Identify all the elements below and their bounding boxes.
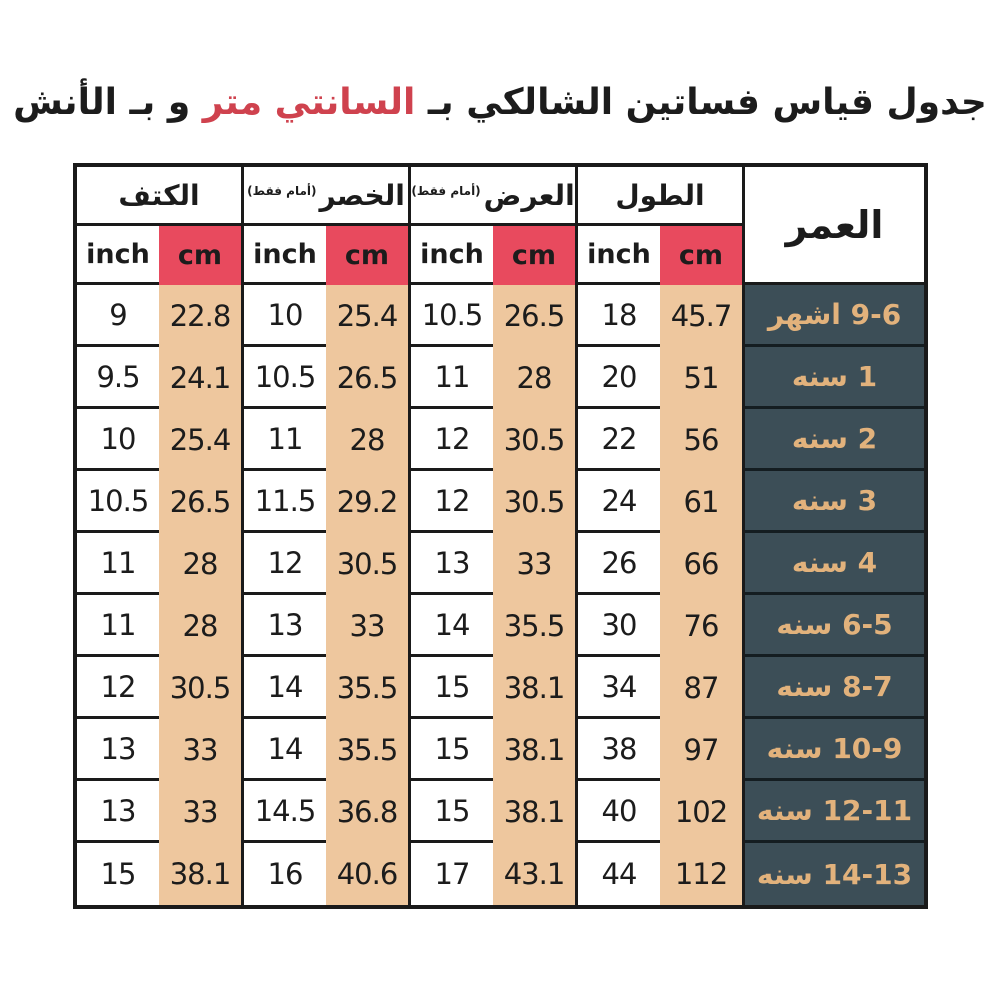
measurement-cell: 14 xyxy=(244,719,326,781)
measurement-cell: 34 xyxy=(578,657,660,719)
measurement-cell: 28 xyxy=(349,423,385,457)
measurement-cell: 45.7 xyxy=(670,299,732,333)
measurement-cell: 30 xyxy=(578,595,660,657)
measurement-cell: 28 xyxy=(182,547,218,581)
column-note-width: (أمام فقط) xyxy=(411,184,481,198)
measurement-cell: 10 xyxy=(77,409,159,471)
measurement-cell: 38.1 xyxy=(169,857,231,891)
measurement-cell: 35.5 xyxy=(336,733,398,767)
age-cell: 6-5 سنه xyxy=(745,595,924,657)
age-cell: 9-6 اشهر xyxy=(745,285,924,347)
column-label-width: العرض xyxy=(483,178,575,212)
measurement-cell: 11 xyxy=(77,595,159,657)
unit-header-cm: cm xyxy=(326,226,408,285)
age-cell: 14-13 سنه xyxy=(745,843,924,905)
measurement-cell: 35.5 xyxy=(503,609,565,643)
measurement-cell: 28 xyxy=(182,609,218,643)
measurement-cell: 29.2 xyxy=(336,485,398,519)
measurement-cell: 25.4 xyxy=(169,423,231,457)
measurement-cell: 33 xyxy=(182,733,218,767)
measurement-cell: 33 xyxy=(516,547,552,581)
column-waist-cm xyxy=(326,226,408,905)
column-width-inch xyxy=(411,226,493,905)
measurement-cell: 15 xyxy=(411,781,493,843)
age-cell: 10-9 سنه xyxy=(745,719,924,781)
age-cell: 3 سنه xyxy=(745,471,924,533)
measurement-cell: 12 xyxy=(77,657,159,719)
measurement-cell: 44 xyxy=(601,857,637,891)
measurement-cell: 33 xyxy=(349,609,385,643)
column-group-length xyxy=(578,167,745,905)
measurement-cell: 28 xyxy=(516,361,552,395)
measurement-cell: 56 xyxy=(683,423,719,457)
column-group-shoulder xyxy=(77,167,244,905)
measurement-cell: 13 xyxy=(77,781,159,843)
column-label-shoulder: الكتف xyxy=(118,178,200,212)
age-column-header: العمر xyxy=(745,167,924,285)
measurement-cell: 26.5 xyxy=(503,299,565,333)
measurement-cell: 22 xyxy=(578,409,660,471)
measurement-cell: 10.5 xyxy=(77,471,159,533)
age-cell: 2 سنه xyxy=(745,409,924,471)
measurement-cell: 11 xyxy=(244,409,326,471)
title-highlight: السانتي متر xyxy=(202,82,416,123)
measurement-cell: 38.1 xyxy=(503,671,565,705)
measurement-cell: 14.5 xyxy=(244,781,326,843)
unit-header-inch: inch xyxy=(578,226,660,285)
measurement-cell: 13 xyxy=(411,533,493,595)
measurement-cell: 38.1 xyxy=(503,795,565,829)
measurement-cell: 12 xyxy=(411,409,493,471)
unit-header-cm: cm xyxy=(660,226,742,285)
measurement-cell: 35.5 xyxy=(336,671,398,705)
measurement-cell: 30.5 xyxy=(503,423,565,457)
age-cell: 8-7 سنه xyxy=(745,657,924,719)
column-header-width xyxy=(411,167,575,226)
column-length-inch xyxy=(578,226,660,905)
measurement-cell: 97 xyxy=(683,733,719,767)
measurement-cell: 15 xyxy=(411,657,493,719)
measurement-cell: 9.5 xyxy=(77,347,159,409)
column-width-cm xyxy=(493,226,575,905)
measurement-cell: 30.5 xyxy=(503,485,565,519)
page-title xyxy=(0,82,1000,123)
unit-header-inch: inch xyxy=(411,226,493,285)
measurement-cell: 43.1 xyxy=(503,857,565,891)
measurement-cell: 26.5 xyxy=(336,361,398,395)
measurement-cell: 13 xyxy=(244,595,326,657)
measurement-cell: 76 xyxy=(683,609,719,643)
measurement-cell: 12 xyxy=(411,471,493,533)
measurement-cell: 40.6 xyxy=(336,857,398,891)
column-header-waist xyxy=(244,167,408,226)
age-cell: 12-11 سنه xyxy=(745,781,924,843)
column-shoulder-inch xyxy=(77,226,159,905)
measurement-cell: 36.8 xyxy=(336,795,398,829)
measurement-cell: 22.8 xyxy=(169,299,231,333)
measurement-cell: 26 xyxy=(578,533,660,595)
unit-header-cm: cm xyxy=(159,226,241,285)
measurement-cell: 18 xyxy=(578,285,660,347)
measurement-cell: 61 xyxy=(683,485,719,519)
column-header-length xyxy=(578,167,742,226)
measurement-cell: 30.5 xyxy=(169,671,231,705)
column-header-shoulder xyxy=(77,167,241,226)
column-length-cm xyxy=(660,226,742,905)
column-group-age xyxy=(745,167,924,905)
measurement-cell: 14 xyxy=(411,595,493,657)
measurement-cell: 11 xyxy=(411,347,493,409)
column-note-waist: (أمام فقط) xyxy=(247,184,317,198)
measurement-cell: 10 xyxy=(244,285,326,347)
measurement-cell: 26.5 xyxy=(169,485,231,519)
measurement-cell: 15 xyxy=(100,857,136,891)
column-label-length: الطول xyxy=(615,178,705,212)
measurement-cell: 102 xyxy=(674,795,728,829)
measurement-cell: 16 xyxy=(267,857,303,891)
measurement-cell: 14 xyxy=(244,657,326,719)
measurement-cell: 24.1 xyxy=(169,361,231,395)
title-text-after: و بـ الأنش xyxy=(13,82,203,123)
age-cell: 1 سنه xyxy=(745,347,924,409)
measurement-cell: 33 xyxy=(182,795,218,829)
measurement-cell: 11.5 xyxy=(244,471,326,533)
measurement-cell: 51 xyxy=(683,361,719,395)
measurement-cell: 13 xyxy=(77,719,159,781)
measurement-cell: 38.1 xyxy=(503,733,565,767)
unit-header-inch: inch xyxy=(244,226,326,285)
unit-header-inch: inch xyxy=(77,226,159,285)
measurement-cell: 87 xyxy=(683,671,719,705)
column-shoulder-cm xyxy=(159,226,241,905)
measurement-cell: 15 xyxy=(411,719,493,781)
measurement-cell: 17 xyxy=(434,857,470,891)
column-label-waist: الخصر xyxy=(319,178,405,212)
column-waist-inch xyxy=(244,226,326,905)
age-cell: 4 سنه xyxy=(745,533,924,595)
measurement-cell: 20 xyxy=(578,347,660,409)
measurement-cell: 12 xyxy=(244,533,326,595)
measurement-cell: 38 xyxy=(578,719,660,781)
measurement-cell: 9 xyxy=(77,285,159,347)
measurement-cell: 40 xyxy=(578,781,660,843)
measurement-cell: 24 xyxy=(578,471,660,533)
title-text-before: جدول قياس فساتين الشالكي بـ xyxy=(415,82,987,123)
measurement-cell: 10.5 xyxy=(244,347,326,409)
measurement-cell: 66 xyxy=(683,547,719,581)
column-group-waist xyxy=(244,167,411,905)
measurement-cell: 10.5 xyxy=(411,285,493,347)
unit-header-cm: cm xyxy=(493,226,575,285)
measurement-cell: 112 xyxy=(674,857,728,891)
measurement-cell: 25.4 xyxy=(336,299,398,333)
column-group-width xyxy=(411,167,578,905)
measurement-cell: 11 xyxy=(77,533,159,595)
measurement-cell: 30.5 xyxy=(336,547,398,581)
size-table xyxy=(73,163,928,909)
